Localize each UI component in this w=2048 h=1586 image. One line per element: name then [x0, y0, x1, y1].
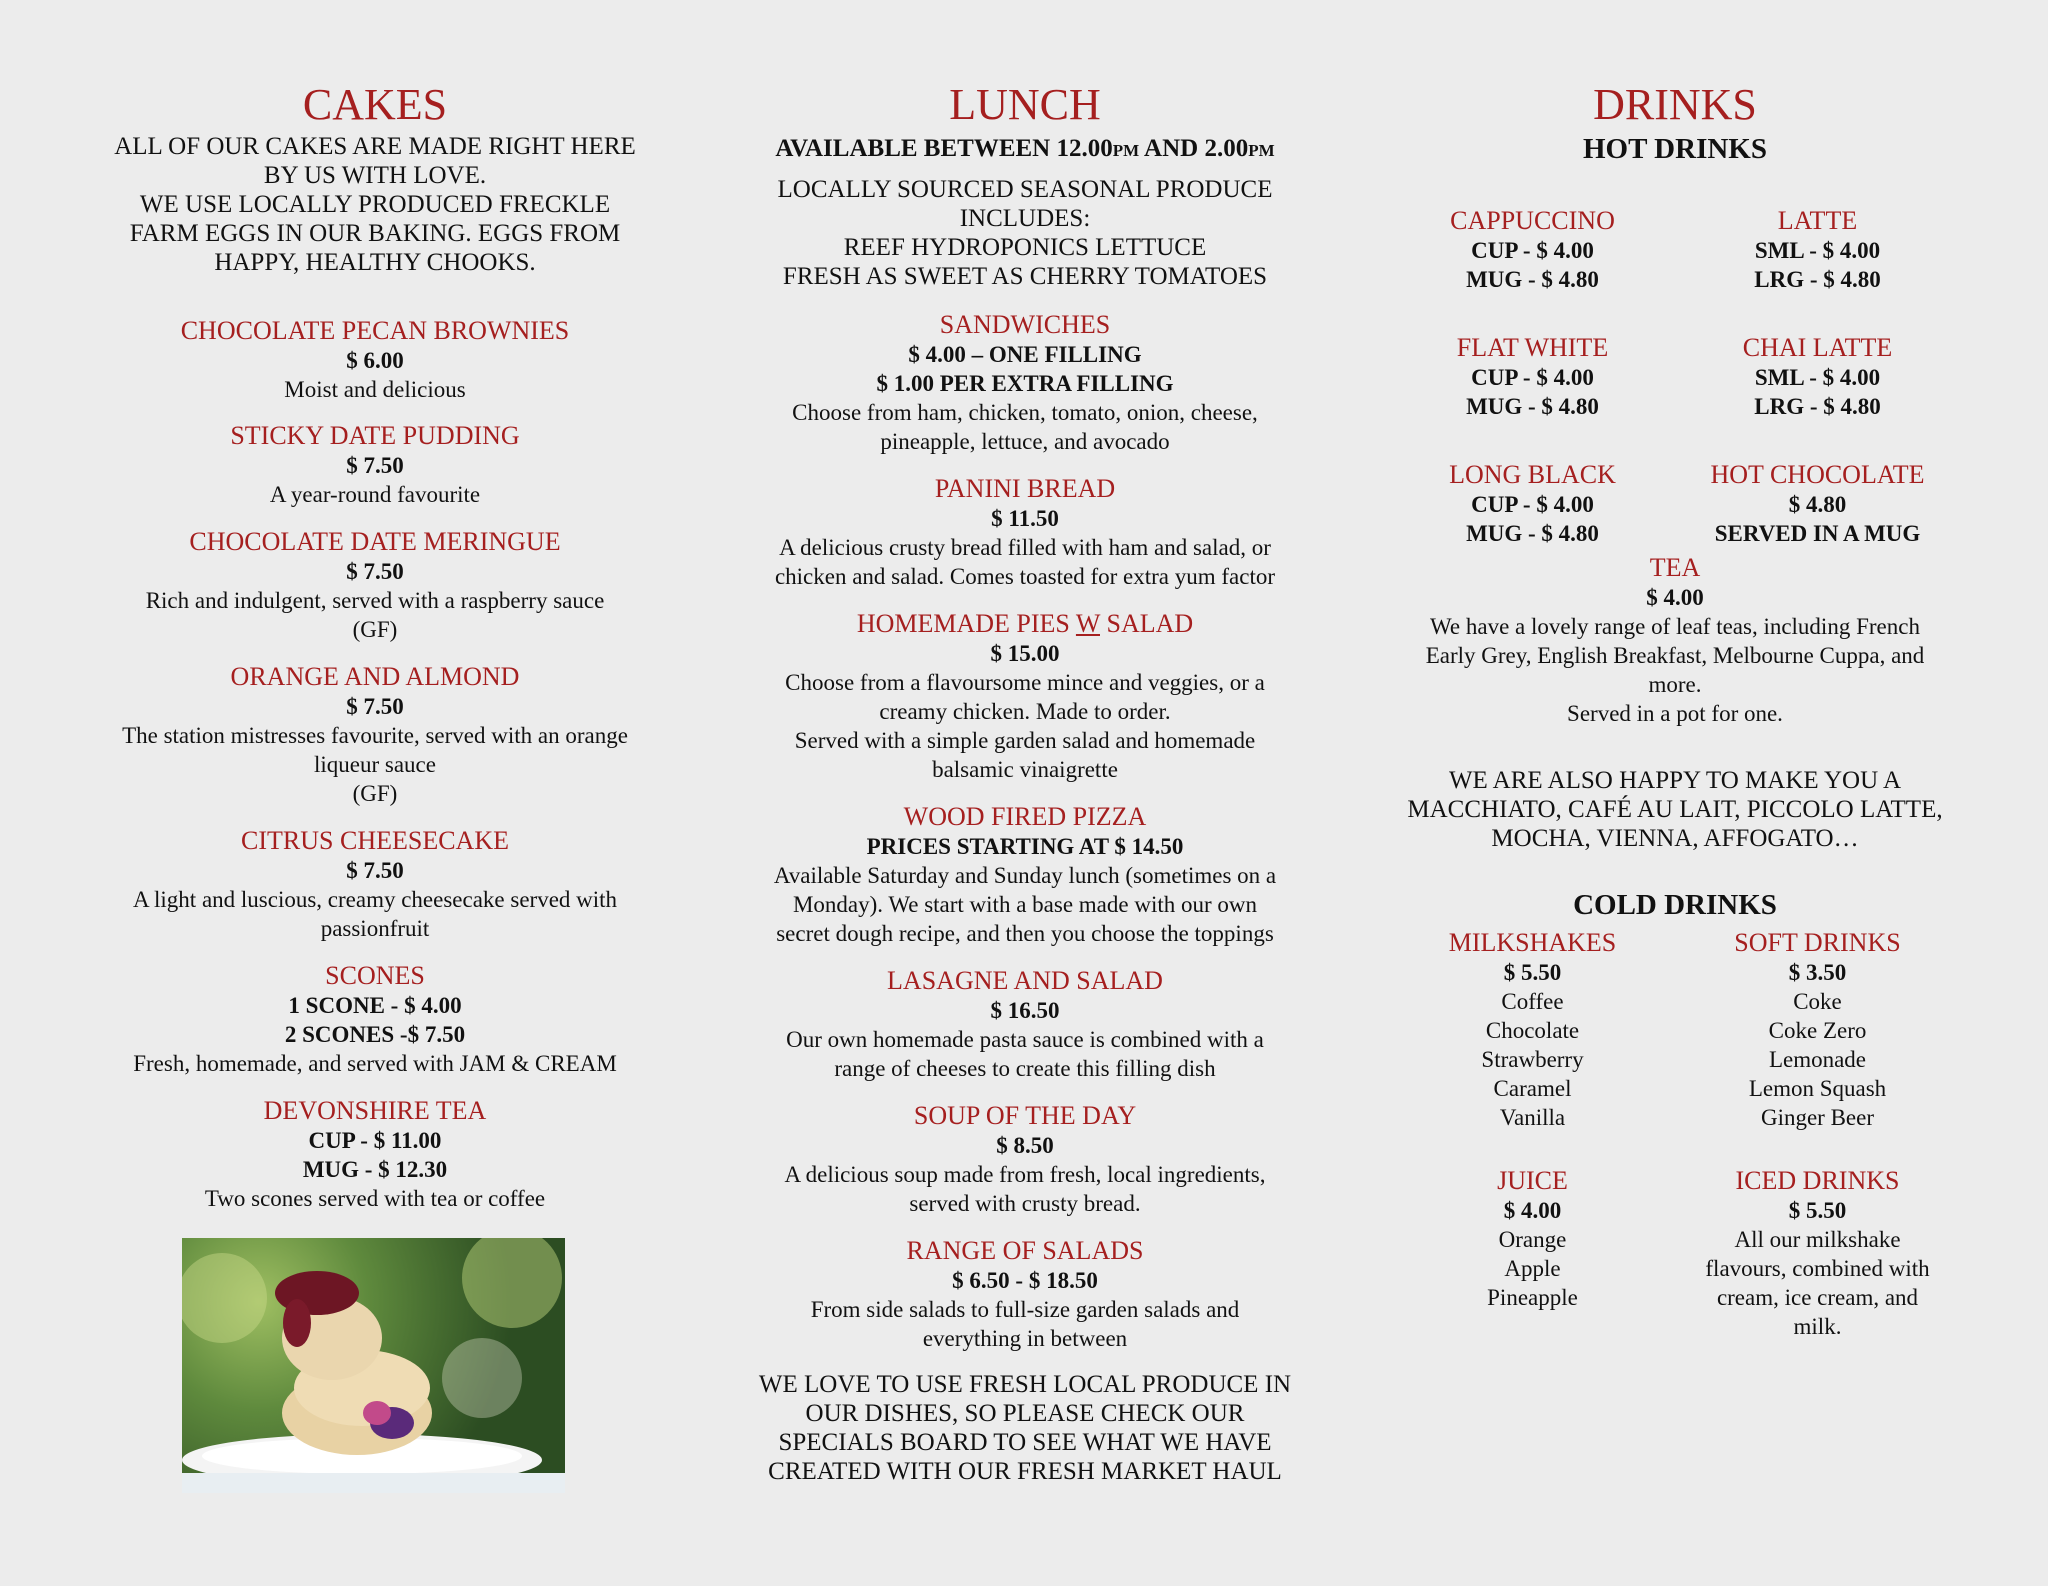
- lunch-item-soup: SOUP OF THE DAY $ 8.50 A delicious soup made from fresh, local ingredients, served with crusty bread.: [784, 1101, 1266, 1216]
- cold-drink-milkshakes: MILKSHAKES $ 5.50 Coffee Chocolate Strawberry Caramel Vanilla: [1448, 928, 1617, 1130]
- hot-drinks-heading: HOT DRINKS: [1583, 133, 1767, 165]
- also-make-note: WE ARE ALSO HAPPY TO MAKE YOU A MACCHIATO, CAFÉ AU LAIT, PICCOLO LATTE, MOCHA, VIENNA, AFFOGATO…: [1407, 767, 1943, 852]
- cakes-intro: ALL OF OUR CAKES ARE MADE RIGHT HERE BY US WITH LOVE. WE USE LOCALLY PRODUCED FRECKLE FARM EGGS IN OUR BAKING. EGGS FROM HAPPY, HEALTHY CHOOKS.: [114, 133, 636, 276]
- cold-drink-juice: JUICE $ 4.00 Orange Apple Pineapple: [1487, 1166, 1578, 1310]
- lunch-intro: LOCALLY SOURCED SEASONAL PRODUCE INCLUDES: REEF HYDROPONICS LETTUCE FRESH AS SWEET AS CHERRY TOMATOES: [777, 176, 1273, 290]
- cakes-heading: CAKES: [302, 80, 448, 129]
- cake-item-orange-almond: ORANGE AND ALMOND $ 7.50 The station mistresses favourite, served with an orange liqueur sauce (GF): [122, 662, 628, 806]
- lunch-item-sandwiches: SANDWICHES $ 4.00 – ONE FILLING $ 1.00 PER EXTRA FILLING Choose from ham, chicken, tomato, onion, cheese, pineapple, lettuce, and avocado: [792, 310, 1258, 454]
- scones-photo: [182, 1238, 565, 1493]
- lunch-item-pizza: WOOD FIRED PIZZA PRICES STARTING AT $ 14.50 Available Saturday and Sunday lunch (sometimes on a Monday). We start with a base made with our own secret dough recipe, and then you choose the toppings: [773, 802, 1277, 946]
- hot-drink-chai-latte: CHAI LATTE SML - $ 4.00 LRG - $ 4.80: [1742, 333, 1893, 419]
- hot-drink-cappuccino: CAPPUCCINO CUP - $ 4.00 MUG - $ 4.80: [1450, 206, 1615, 292]
- hot-drink-tea: TEA $ 4.00 We have a lovely range of leaf teas, including French Early Grey, English Breakfast, Melbourne Cuppa, and more. Served in a pot for one.: [1425, 553, 1925, 726]
- hot-drink-long-black: LONG BLACK CUP - $ 4.00 MUG - $ 4.80: [1449, 460, 1616, 546]
- cold-drink-iced-drinks: ICED DRINKS $ 5.50 All our milkshake flavours, combined with cream, ice cream, and milk.: [1705, 1166, 1930, 1339]
- hot-drink-latte: LATTE SML - $ 4.00 LRG - $ 4.80: [1754, 206, 1881, 292]
- cold-drink-soft-drinks: SOFT DRINKS $ 3.50 Coke Coke Zero Lemonade Lemon Squash Ginger Beer: [1734, 928, 1901, 1130]
- lunch-item-panini: PANINI BREAD $ 11.50 A delicious crusty bread filled with ham and salad, or chicken and salad. Comes toasted for extra yum factor: [774, 474, 1276, 589]
- cake-item-cheesecake: CITRUS CHEESECAKE $ 7.50 A light and luscious, creamy cheesecake served with passionfruit: [132, 826, 618, 941]
- cold-drinks-heading: COLD DRINKS: [1573, 889, 1777, 921]
- lunch-heading: LUNCH: [949, 80, 1101, 129]
- cake-item-devonshire-tea: DEVONSHIRE TEA CUP - $ 11.00 MUG - $ 12.30 Two scones served with tea or coffee: [204, 1096, 546, 1211]
- cake-item-sticky-date: STICKY DATE PUDDING $ 7.50 A year-round favourite: [230, 421, 520, 507]
- drinks-heading: DRINKS: [1593, 80, 1757, 129]
- lunch-footer: WE LOVE TO USE FRESH LOCAL PRODUCE IN OUR DISHES, SO PLEASE CHECK OUR SPECIALS BOARD TO SEE WHAT WE HAVE CREATED WITH OUR FRESH MARKET HAUL: [758, 1371, 1292, 1485]
- hot-drink-hot-chocolate: HOT CHOCOLATE $ 4.80 SERVED IN A MUG: [1710, 460, 1925, 546]
- cake-item-meringue: CHOCOLATE DATE MERINGUE $ 7.50 Rich and indulgent, served with a raspberry sauce (GF): [145, 527, 605, 642]
- hot-drink-flat-white: FLAT WHITE CUP - $ 4.00 MUG - $ 4.80: [1456, 333, 1609, 419]
- cake-item-brownies: CHOCOLATE PECAN BROWNIES $ 6.00 Moist and delicious: [180, 316, 570, 402]
- lunch-item-lasagne: LASAGNE AND SALAD $ 16.50 Our own homemade pasta sauce is combined with a range of cheeses to create this filling dish: [786, 966, 1264, 1081]
- lunch-item-pies: HOMEMADE PIES W SALAD $ 15.00 Choose from a flavoursome mince and veggies, or a creamy chicken. Made to order. Served with a simple garden salad and homemade balsamic vinaigrette: [785, 609, 1265, 782]
- cake-item-scones: SCONES 1 SCONE - $ 4.00 2 SCONES -$ 7.50 Fresh, homemade, and served with JAM & CREAM: [133, 961, 617, 1076]
- lunch-availability: AVAILABLE BETWEEN 12.00PM AND 2.00PM: [775, 135, 1275, 162]
- lunch-item-salads: RANGE OF SALADS $ 6.50 - $ 18.50 From side salads to full-size garden salads and everything in between: [810, 1236, 1240, 1351]
